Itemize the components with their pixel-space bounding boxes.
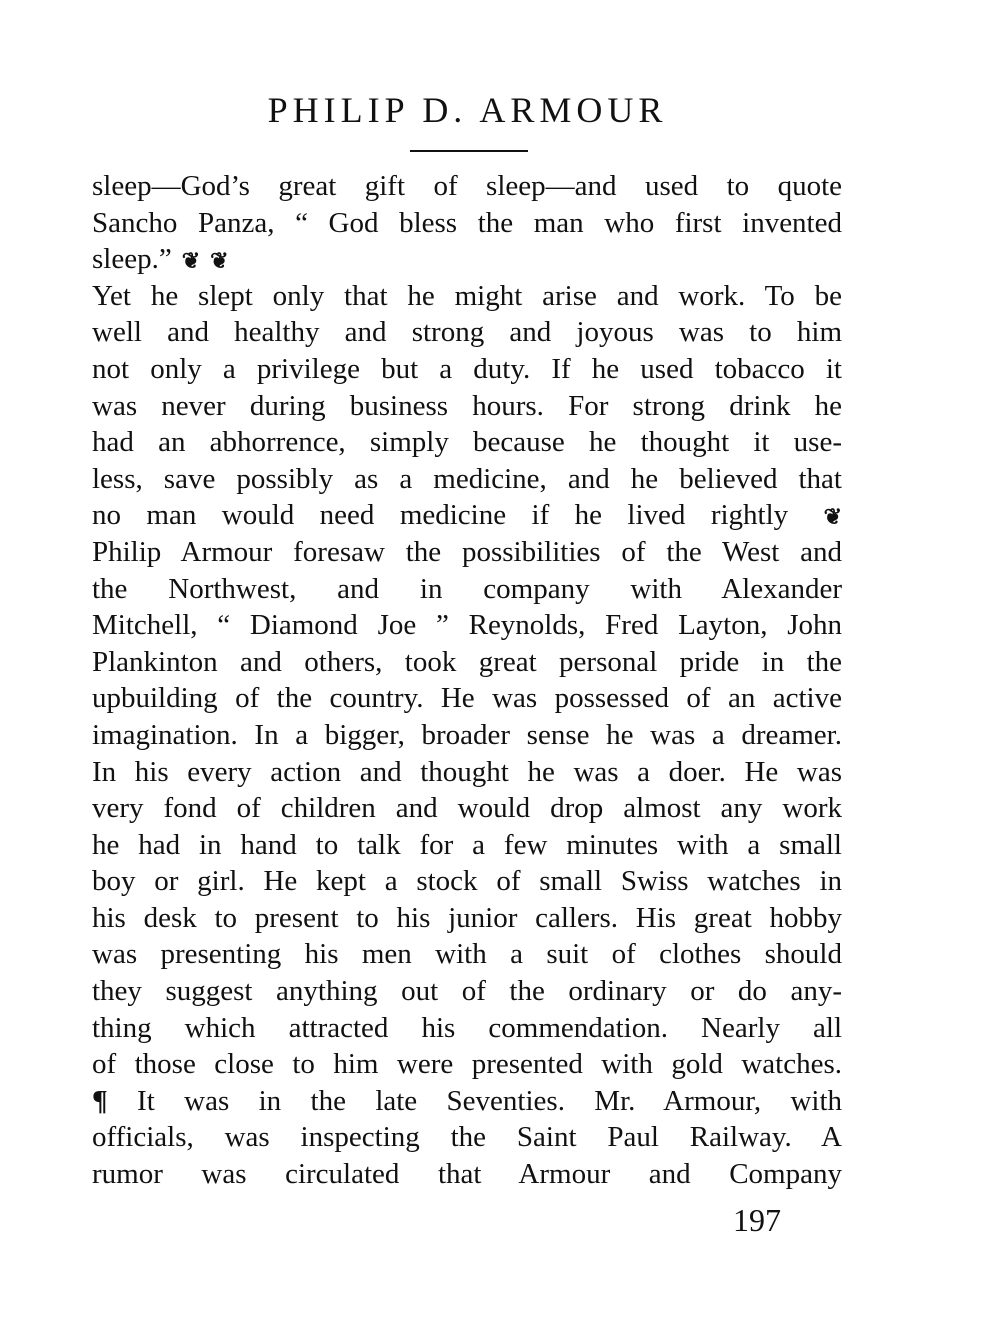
text-line: Mitchell, “ Diamond Joe ” Reynolds, Fred Layton, John — [92, 609, 842, 642]
text-line: upbuilding of the country. He was possessed of an active — [92, 682, 842, 715]
leaf-ornament-icon: ❦ — [181, 248, 201, 274]
text-line: Philip Armour foresaw the possibilities of the West and — [92, 535, 842, 568]
text-line: was never during business hours. For strong drink he — [92, 389, 842, 422]
text-line: the Northwest, and in company with Alexander — [92, 572, 842, 605]
text-line: well and healthy and strong and joyous was to him — [92, 316, 842, 349]
text-line: officials, was inspecting the Saint Paul Railway. A — [92, 1121, 842, 1154]
text-line — [92, 497, 842, 534]
pilcrow-icon: ¶ — [92, 1084, 108, 1117]
text-line — [92, 1083, 842, 1120]
text-line: less, save possibly as a medicine, and he believed that — [92, 462, 842, 495]
text-line-content: It was in the late Seventies. Mr. Armour, with — [137, 1084, 842, 1117]
text-line: Plankinton and others, took great personal pride in the — [92, 645, 842, 678]
text-line: Yet he slept only that he might arise and work. To be — [92, 279, 842, 312]
text-line: sleep—God’s great gift of sleep—and used to quote — [92, 170, 842, 202]
text-line: rumor was circulated that Armour and Company — [92, 1158, 842, 1191]
text-line-content: no man would need medicine if he lived rightly — [92, 499, 789, 532]
text-line: In his every action and thought he was a doer. He was — [92, 755, 842, 788]
head-rule — [410, 150, 528, 152]
text-line: he had in hand to talk for a few minutes with a small — [92, 828, 842, 861]
leaf-ornament-icon: ❦ — [210, 248, 229, 274]
text-line: Sancho Panza, “ God bless the man who first invented — [92, 206, 842, 239]
text-line: was presenting his men with a suit of clothes should — [92, 938, 842, 971]
page-number: 197 — [733, 1202, 781, 1238]
text-line: boy or girl. He kept a stock of small Swiss watches in — [92, 865, 842, 898]
text-line: very fond of children and would drop almost any work — [92, 792, 842, 825]
leaf-ornament-icon: ❦ — [823, 504, 843, 530]
text-line: had an abhorrence, simply because he thought it use- — [92, 426, 842, 459]
text-line: of those close to him were presented with gold watches. — [92, 1048, 842, 1081]
text-line: thing which attracted his commendation. Nearly all — [92, 1011, 842, 1044]
text-line: imagination. In a bigger, broader sense he was a dreamer. — [92, 718, 842, 751]
text-line-content: sleep.” — [92, 243, 172, 276]
text-line: his desk to present to his junior callers. His great hobby — [92, 901, 842, 934]
text-line: they suggest anything out of the ordinary or do any- — [92, 975, 842, 1008]
text-line: not only a privilege but a duty. If he used tobacco it — [92, 352, 842, 385]
running-head: PHILIP D. ARMOUR — [267, 90, 668, 130]
text-line — [92, 241, 842, 278]
body-text — [92, 168, 842, 1193]
